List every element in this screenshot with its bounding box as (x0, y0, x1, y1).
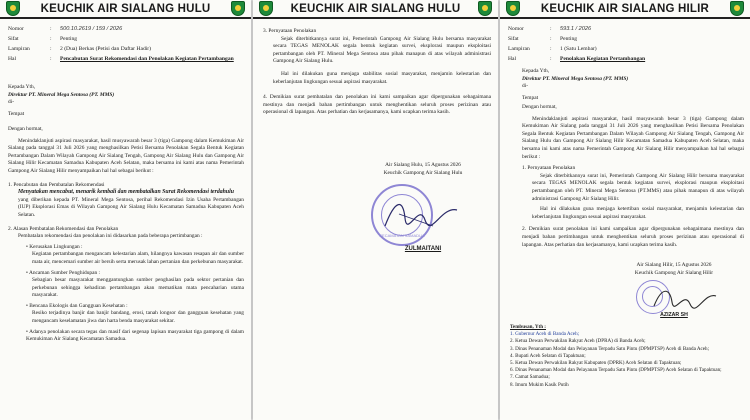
recipient-salutation: Kepada Yth, (522, 68, 550, 74)
section-1-paragraph: Sejak diterbitkannya surat ini, Pemerintah Gampong Air Sialang Hilir bersama masyarakat secara TEGAS MENOLAK segala bentuk kegiatan survei, eksplorasi maupun eksploitasi pertambangan oleh PT. Mineral Mega Sentosa (PT.MMS) atau pihak manapun di atas wilayah administrasi Gampong Air Sialang Hilir. (532, 172, 744, 202)
cc-item: 7. Camat Samadua; (510, 374, 550, 381)
cc-item: 1. Gubernur Aceh di Banda Aceh; (510, 331, 580, 338)
place-date: Air Sialang Hilir, 15 Agustus 2026 (636, 262, 712, 268)
letter-meta (8, 24, 248, 64)
province-emblem-icon (231, 1, 245, 16)
letter-page-3 (500, 0, 750, 420)
cc-item: 3. Dinas Penanaman Modal dan Pelayanan Terpadu Satu Pintu (DPMPTSP) Aceh di Banda Aceh; (510, 345, 710, 352)
meta-nature: Sifat : Penting (508, 36, 578, 42)
meta-attachment: Lampiran : 1 (Satu Lembar) (508, 46, 597, 52)
section-1-paragraph-2: Hal ini dilakukan guna menjaga ketertiban sosial masyarakat, menjamin kelestarian dan keberlanjutan lingkungan sesuai aspirasi masyarakat. (532, 206, 744, 220)
recipient-place: Tempat (8, 110, 25, 117)
section-3-paragraph-2: Hal ini dilakukan guna menjaga stabilitas sosial masyarakat, menjamin kelestarian dan keberlanjutan lingkungan sesuai aspirasi masyarakat. (273, 70, 491, 85)
signatory-role: Keuchik Gampong Air Sialang Hulu (383, 169, 463, 176)
recipient-salutation: Kepada Yth, (8, 84, 36, 90)
intro-paragraph: Menindaklanjuti aspirasi masyarakat, hasil musyawarah besar 3 (tiga) Gampong dalam Kemukiman Air Sialang pada tanggal 31 Juli 2026 yang menghasilkan Petisi Bersama Penolakan Segala Bentuk Kegiatan Pertambangan Dalam Wilayah Gampong Air Sialang Tengah, Gampong Air Sialang Hulu dan Gampong Air Sialang Hilir Kecamatan Samadua Kabupaten Aceh Selatan, maka bersama ini kami atas nama Pemerintah Gampong Air Sialang Hilir menyampaikan hal hal sebagai berikut : (8, 137, 244, 174)
recipient-name: Direktur PT. Mineral Mega Sentosa (PT. MMS) (522, 75, 629, 82)
greeting: Dengan hormat, (8, 126, 43, 132)
signature-block (604, 262, 744, 277)
meta-number: Nomor : 593.1 / 2026 (508, 26, 592, 32)
reason-item: • Bencana Ekologis dan Gangguan Kesehatan : (26, 302, 128, 309)
meta-attachment: Lampiran : 2 (Dua) Berkas (Petisi dan Daftar Hadir) (8, 46, 152, 52)
recipient-block (522, 68, 742, 102)
recipient-block (8, 84, 244, 118)
signatory-name: AZIZAR SH (660, 312, 688, 318)
intro-paragraph: Menindaklanjuti aspirasi masyarakat, hasil musyawarah besar 3 (tiga) Gampong dalam Kemukiman Air Sialang pada tanggal 31 Juli 2026 yang menghasilkan Petisi Bersama Penolakan Segala Bentuk Kegiatan Pertambangan Dalam Wilayah Gampong Air Sialang Tengah, Gampong Air Sialang Hulu dan Gampong Air Sialang Hilir Kecamatan Samadua Kabupaten Aceh Selatan, maka bersama ini kami atas nama Pemerintah Gampong Air Sialang Hilir menyampaikan hal hal sebagai berikut : (522, 115, 744, 160)
cc-item: 6. Dinas Penanaman Modal dan Pelayanan Terpadu Satu Pintu (DPMPTSP) Aceh Selatan di Tapaktuan; (510, 367, 722, 374)
section-3-paragraph: Sejak diterbitkannya surat ini, Pemerintah Gampong Air Sialang Hulu bersama masyarakat secara TEGAS MENOLAK segala bentuk kegiatan survei, eksplorasi maupun eksploitasi pertambangan oleh PT. Mineral Mega Sentosa atau pihak manapun di atas wilayah administrasi Gampong Air Sialang Hulu. (273, 35, 491, 65)
letterhead (253, 0, 498, 19)
reason-item: • Kerusakan Lingkungan : (26, 243, 83, 250)
cc-title: Tembusan, Yth : (510, 324, 546, 330)
reason-item: • Ancaman Sumber Penghidupan : (26, 269, 101, 276)
recipient-di: di- (522, 83, 528, 90)
section-1-body: Menyatakan mencabut, menarik kembali dan membatalkan Surat Rekomendasi terdahulu yang diberikan kepada PT. Mineral Mega Sentosa, perihal Rekomendasi Izin Usaha Pertambangan (IUP) Eksplorasi Emas di Wilayah Gampong Air Sialang Hulu Kecamatan Samadua Kabupaten Aceh Selatan. (18, 189, 244, 218)
recipient-di: di- (8, 99, 14, 106)
letter-meta (508, 24, 746, 64)
letterhead-title: KEUCHIK AIR SIALANG HULU (290, 3, 461, 15)
place-date: Air Sialang Hulu, 15 Agustus 2026 (385, 162, 461, 168)
closing-paragraph: 2. Demikian surat penolakan ini kami sampaikan agar dipergunakan sebagaimana mestinya dan menjadi bahan pertimbangan untuk menghentikan seluruh proses perizinan atau operasional di lapangan. Atas perhatian dan kerjasamanya, kami ucapkan terima kasih. (522, 226, 744, 248)
meta-subject: Hal : Pencabutan Surat Rekomendasi dan Penolakan Kegiatan Pertambangan (8, 56, 234, 62)
reason-list: • Kerusakan Lingkungan : Kegiatan pertambangan mengancam kelestarian alam, hilangnya kawasan resapan air dan sumber mata air, mencemari sumber air bersih serta merusak lahan pertanian dan perkebunan masyarakat. • Ancaman Sumber Penghidupan : Sebagian besar masyarakat menggantungkan sumber penghasilan pada sektor pertanian dan perkebunan sehingga kehadiran pertambangan akan mematikan mata pencaharian utama masyarakat. • Bencana Ekologis dan Gangguan Kesehatan : Resiko terjadinya banjir dan banjir bandang, erosi, tanah longsor dan gangguan kesehatan yang mengancam keselamatan jiwa dan harta benda masyarakat sekitar. • Adanya penolakan secara tegas dan masif dari segenap lapisan masyarakat tiga gampong di dalam Kemukiman Air Sialang Kecamatan Samadua. (26, 243, 244, 343)
letterhead (500, 0, 750, 19)
letter-body (8, 126, 244, 344)
cc-list (510, 324, 746, 389)
closing-paragraph: 4. Demikian surat pembatalan dan penolakan ini kami sampaikan agar dipergunakan sebagaimana mestinya dan menjadi bahan pertimbangan untuk menghentikan seluruh proses perizinan atau operasional di lapangan. Atas perhatian dan kerjasamanya, kami ucapkan terima kasih. (263, 94, 491, 116)
cc-item: 5. Ketua Dewan Perwakilan Rakyat Kabupaten (DPRK) Aceh Selatan di Tapaktuan; (510, 360, 682, 367)
meta-number: Nomor : 500.10.2619 / 159 / 2026 (8, 26, 123, 32)
section-3-title: 3. Pernyataan Penolakan (263, 28, 317, 34)
letter-page-2 (253, 0, 498, 420)
signature-block (353, 162, 493, 177)
cc-item: 2. Ketua Dewan Perwakilan Rakyat Aceh (DPRA) di Banda Aceh; (510, 338, 646, 345)
letterhead-title: KEUCHIK AIR SIALANG HILIR (540, 3, 710, 15)
cc-item: 8. Imum Mukim Kasik Putih (510, 381, 569, 388)
meta-subject: Hal : Penolakan Kegiatan Pertambangan (508, 56, 646, 62)
section-1-title: 1. Pernyataan Penolakan (522, 165, 576, 172)
greeting: Dengan hormat, (522, 104, 557, 110)
letter-page-1 (0, 0, 251, 420)
letter-body (263, 28, 491, 117)
cc-item: 4. Bupati Aceh Selatan di Tapaktuan; (510, 352, 586, 359)
letterhead (0, 0, 251, 19)
province-emblem-icon (478, 1, 492, 16)
recipient-place: Tempat (522, 94, 539, 101)
handwritten-signature (650, 284, 720, 314)
province-emblem-icon (730, 1, 744, 16)
letter-body (522, 104, 744, 249)
section-2-title: 2. Alasan Pembatalan Rekomendasi dan Penolakan (8, 225, 119, 232)
official-stamp: KECAMATAN SAMADUA (371, 184, 433, 246)
recipient-name: Direktur PT. Mineral Mega Sentosa (PT. MMS) (8, 91, 115, 98)
reason-item: • Adanya penolakan secara tegas dan masif dari segenap lapisan masyarakat tiga gampong di dalam Kemukiman Air Sialang Kecamatan Samadua. (26, 328, 244, 343)
letterhead-title: KEUCHIK AIR SIALANG HULU (40, 3, 211, 15)
section-1-title: 1. Pencabutan dan Pembatalan Rekomendasi (8, 181, 105, 188)
handwritten-signature (381, 196, 461, 232)
meta-nature: Sifat : Penting (8, 36, 78, 42)
section-2-body: Pembatalan rekomendasi dan penolakan ini didasarkan pada beberapa pertimbangan : • Kerusakan Lingkungan : Kegiatan pertambangan mengancam kelestarian alam, hilangnya kawasan resapan air dan sumber mata air, mencemari sumber air bersih serta merusak lahan pertanian dan perkebunan masyarakat. • Ancaman Sumber Penghidupan : Sebagian besar masyarakat menggantungkan sumber penghasilan pada sektor pertanian dan perkebunan sehingga kehadiran pertambangan akan mematikan mata pencaharian utama masyarakat. • Bencana Ekologis dan Gangguan Kesehatan : Resiko terjadinya banjir dan banjir bandang, erosi, tanah longsor dan gangguan kesehatan yang mengancam keselamatan jiwa dan harta benda masyarakat sekitar. • Adanya penolakan secara tegas dan masif dari segenap lapisan masyarakat tiga gampong di dalam Kemukiman Air Sialang Kecamatan Samadua. (18, 233, 244, 343)
signatory-role: Keuchik Gampong Air Sialang Hilir (634, 269, 714, 276)
signatory-name: ZULMAITANI (404, 246, 442, 252)
